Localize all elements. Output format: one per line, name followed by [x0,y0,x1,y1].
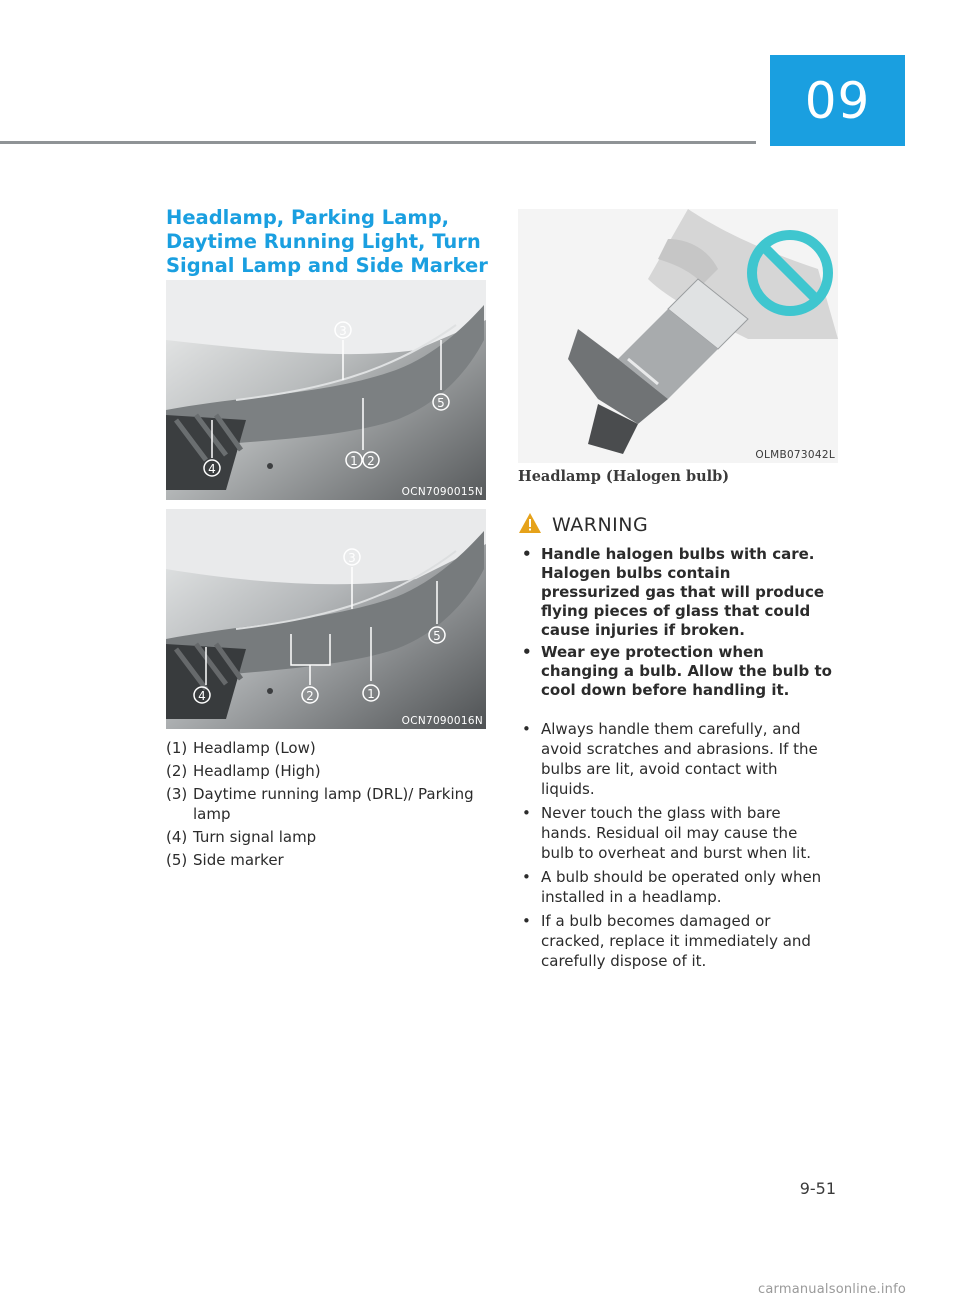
legend-item: (2) Headlamp (High) [166,762,321,780]
chapter-tab [770,55,905,146]
legend-item: (4) Turn signal lamp [166,828,317,846]
halogen-bulb-photo [518,209,838,463]
svg-text:3: 3 [348,551,356,565]
headlamp-photo-1 [166,280,486,500]
watermark: carmanualsonline.info [758,1282,907,1297]
svg-text:5: 5 [433,629,441,643]
warning-item: • Wear eye protection when changing a bulb. Allow the bulb to cool down before handling it. [518,643,834,700]
svg-text:5: 5 [437,396,445,410]
info-item: • A bulb should be operated only when installed in a headlamp. [518,867,834,907]
svg-text:4: 4 [198,689,206,703]
legend-item: (5) Side marker [166,851,284,869]
lamp-legend [166,738,496,873]
warning-list [518,545,834,703]
info-item: • If a bulb becomes damaged or cracked, replace it immediately and carefully dispose of it. [518,911,834,971]
section-title: Headlamp, Parking Lamp, Daytime Running Light, Turn Signal Lamp and Side Marker [166,206,488,277]
warning-header [518,512,648,538]
svg-text:1: 1 [350,454,358,468]
page-number: 9-51 [799,1179,836,1198]
svg-text:4: 4 [208,462,216,476]
info-item: • Never touch the glass with bare hands. Residual oil may cause the bulb to overheat and burst when lit. [518,803,834,863]
headlamp-photo-2 [166,509,486,729]
info-list [518,719,834,975]
warning-triangle-icon [518,512,542,538]
figure-code: OCN7090016N [401,715,483,727]
legend-item: (3) Daytime running lamp (DRL)/ Parking lamp [166,785,474,823]
info-item: • Always handle them carefully, and avoid scratches and abrasions. If the bulbs are lit, avoid contact with liquids. [518,719,834,799]
legend-item: (1) Headlamp (Low) [166,739,316,757]
header-rule [0,141,756,144]
chapter-number: 09 [804,71,871,130]
figure-caption: Headlamp (Halogen bulb) [518,468,730,485]
svg-text:3: 3 [339,324,347,338]
svg-text:2: 2 [367,454,375,468]
warning-item: • Handle halogen bulbs with care. Halogen bulbs contain pressurized gas that will produce flying pieces of glass that could cause injuries if broken. [518,545,834,640]
figure-code: OCN7090015N [401,486,483,498]
figure-code: OLMB073042L [755,449,835,461]
svg-text:1: 1 [367,687,375,701]
svg-text:2: 2 [306,689,314,703]
warning-title: WARNING [552,514,649,536]
